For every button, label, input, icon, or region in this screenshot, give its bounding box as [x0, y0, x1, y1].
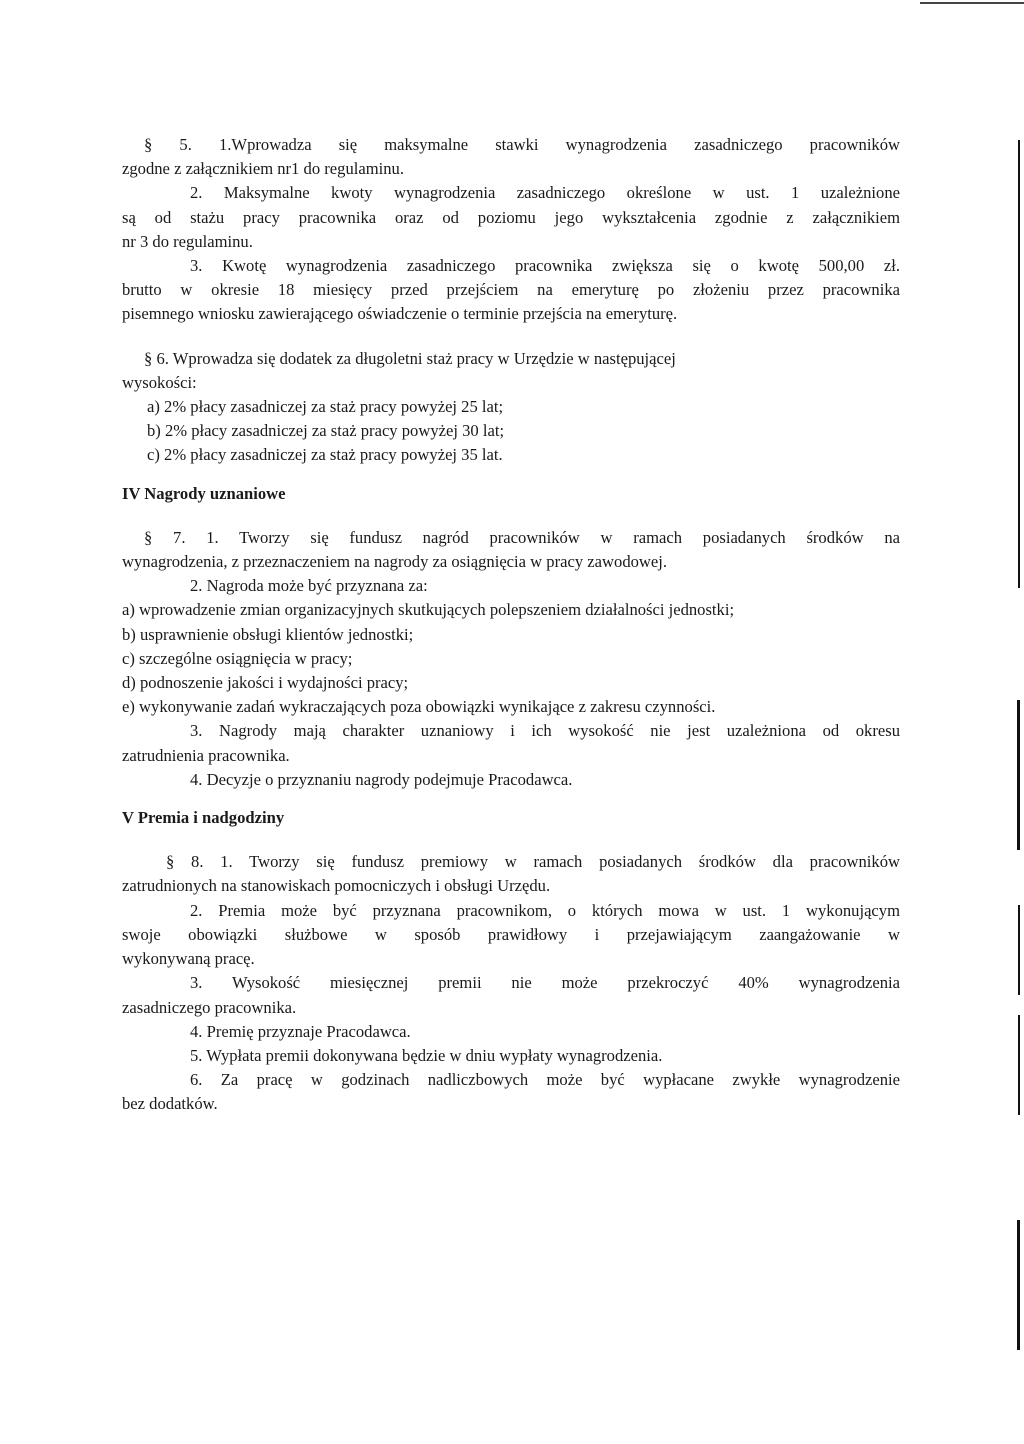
- section-7: [122, 526, 900, 792]
- paragraph-line: 3. Wysokość miesięcznej premii nie może przekroczyć 40% wynagrodzenia: [190, 973, 900, 993]
- paragraph-line: § 7. 1. Tworzy się fundusz nagród pracowników w ramach posiadanych środków na: [144, 527, 900, 547]
- list-item: d) podnoszenie jakości i wydajności pracy;: [122, 673, 409, 693]
- paragraph-line: 5. Wypłata premii dokonywana będzie w dniu wypłaty wynagrodzenia.: [190, 1045, 663, 1065]
- section-8: [122, 850, 900, 1116]
- paragraph-line: 6. Za pracę w godzinach nadliczbowych może być wypłacane zwykłe wynagrodzenie: [190, 1070, 900, 1090]
- document-page: [122, 133, 900, 1117]
- paragraph-line: 2. Nagroda może być przyznana za:: [190, 576, 428, 596]
- paragraph-line: zasadniczego pracownika.: [122, 997, 297, 1017]
- section-mark: § 7.: [144, 527, 186, 547]
- scan-edge-mark: [1018, 1015, 1020, 1115]
- scan-top-rule: [920, 2, 1024, 4]
- list-item: b) 2% płacy zasadniczej za staż pracy powyżej 30 lat;: [147, 421, 505, 441]
- paragraph-line: 3. Nagrody mają charakter uznaniowy i ich wysokość nie jest uzależniona od okresu: [190, 721, 900, 741]
- paragraph-line: wysokości:: [122, 372, 197, 392]
- paragraph-line: bez dodatków.: [122, 1094, 218, 1114]
- section-6: [122, 347, 900, 468]
- list-item: a) wprowadzenie zmian organizacyjnych skutkujących polepszeniem działalności jednostki;: [122, 600, 735, 620]
- list-item: a) 2% płacy zasadniczej za staż pracy powyżej 25 lat;: [147, 397, 504, 417]
- paragraph-line: 4. Premię przyznaje Pracodawca.: [190, 1021, 411, 1041]
- paragraph-line: pisemnego wniosku zawierającego oświadczenie o terminie przejścia na emeryturę.: [122, 304, 678, 324]
- paragraph-line: nr 3 do regulaminu.: [122, 231, 253, 251]
- paragraph-line: § 5. 1.Wprowadza się maksymalne stawki wynagrodzenia zasadniczego pracowników: [144, 135, 901, 154]
- list-item: b) usprawnienie obsługi klientów jednostki;: [122, 624, 414, 644]
- section-mark: § 6.: [144, 348, 169, 368]
- paragraph-line: 4. Decyzje o przyznaniu nagrody podejmuje Pracodawca.: [190, 769, 573, 789]
- list-item: e) wykonywanie zadań wykraczających poza obowiązki wynikające z zakresu czynności.: [122, 697, 716, 717]
- section-mark: § 8.: [166, 852, 204, 872]
- paragraph-line: wynagrodzenia, z przeznaczeniem na nagrody za osiągnięcia w pracy zawodowej.: [122, 552, 668, 572]
- paragraph-line: swoje obowiązki służbowe w sposób prawidłowy i przejawiającym zaangażowanie w: [122, 924, 900, 944]
- paragraph-line: są od stażu pracy pracownika oraz od poziomu jego wykształcenia zgodnie z załącznikiem: [122, 207, 900, 227]
- paragraph-line: § 8. 1. Tworzy się fundusz premiowy w ramach posiadanych środków dla pracowników: [166, 852, 900, 872]
- paragraph-line: § 6. Wprowadza się dodatek za długoletni staż pracy w Urzędzie w następującej: [144, 348, 676, 368]
- paragraph-line: zatrudnienia pracownika.: [122, 745, 290, 765]
- paragraph-line: 2. Premia może być przyznana pracownikom, o których mowa w ust. 1 wykonującym: [190, 900, 900, 920]
- scan-edge-mark: [1018, 140, 1020, 588]
- paragraph-line: 3. Kwotę wynagrodzenia zasadniczego pracownika zwiększa się o kwotę 500,00 zł.: [190, 256, 900, 276]
- scan-edge-mark: [1018, 905, 1020, 995]
- section-5: [122, 133, 900, 327]
- chapter-heading: IV Nagrody uznaniowe: [122, 483, 286, 503]
- list-item: c) 2% płacy zasadniczej za staż pracy powyżej 35 lat.: [147, 445, 503, 465]
- scan-edge-mark: [1017, 1220, 1020, 1350]
- paragraph-line: zgodne z załącznikiem nr1 do regulaminu.: [122, 159, 404, 179]
- section-mark: § 5.: [144, 135, 192, 154]
- chapter-heading: V Premia i nadgodziny: [122, 808, 285, 828]
- paragraph-line: zatrudnionych na stanowiskach pomocniczych i obsługi Urzędu.: [122, 876, 551, 896]
- list-item: c) szczególne osiągnięcia w pracy;: [122, 648, 353, 668]
- scan-edge-mark: [1017, 700, 1020, 850]
- paragraph-line: brutto w okresie 18 miesięcy przed przejściem na emeryturę po złożeniu przez pracownika: [122, 280, 900, 300]
- paragraph-line: 2. Maksymalne kwoty wynagrodzenia zasadniczego określone w ust. 1 uzależnione: [190, 183, 900, 203]
- paragraph-line: wykonywaną pracę.: [122, 949, 255, 969]
